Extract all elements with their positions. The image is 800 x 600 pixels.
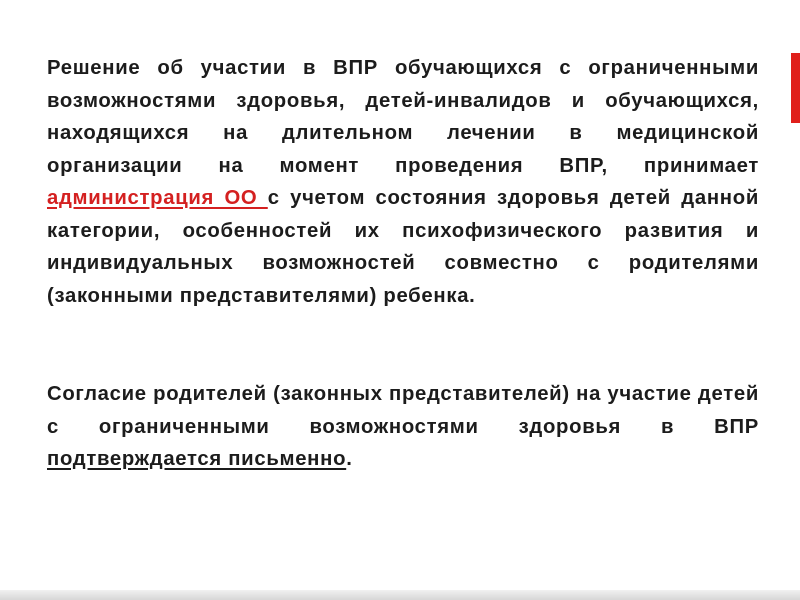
paragraph-consent-end: . xyxy=(346,448,353,470)
written-confirmation-text: подтверждается письменно xyxy=(47,448,347,470)
paragraph-decision-text: Решение об участии в ВПР обучающихся с ограниченными возможностями здоровья, детей-инвалидов и обучающихся, находящихся на длительном лечении в медицинской организации на момент проведения ВПР, принимает xyxy=(47,57,759,177)
paragraph-decision-continuation: с учетом состояния здоровья детей данной категории, особенностей их психофизического развития и индивидуальных возможностей совместно с родителями (законными представителями) ребенка. xyxy=(47,187,759,307)
slide-content xyxy=(47,52,759,476)
paragraph-consent-text: Согласие родителей (законных представителей) на участие детей с ограниченными возможностями здоровья в ВПР xyxy=(47,383,759,438)
paragraph-decision xyxy=(47,52,759,312)
paragraph-consent xyxy=(47,378,759,476)
administration-link[interactable]: администрация ОО xyxy=(47,187,268,209)
red-accent-bar xyxy=(791,53,800,123)
bottom-divider xyxy=(0,590,800,600)
